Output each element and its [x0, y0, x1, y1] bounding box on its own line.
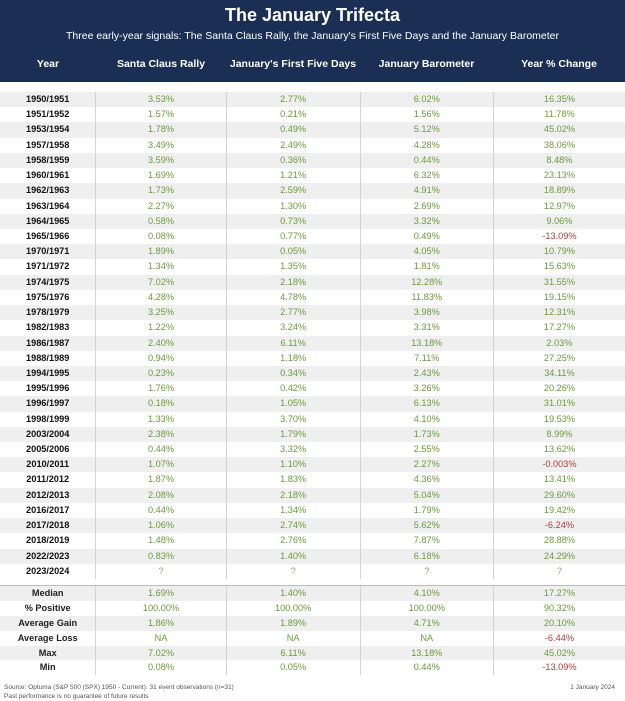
table-cell: 0.49% [360, 229, 493, 244]
table-cell: ? [226, 564, 360, 579]
table-cell: 1.34% [95, 259, 225, 274]
table-cell: 17.27% [493, 320, 625, 335]
table-row [0, 503, 625, 518]
row-label: 2010/2011 [26, 459, 70, 470]
table-cell: 31.01% [493, 396, 625, 411]
table-cell: 24.29% [493, 549, 625, 564]
table-cell: 2.08% [95, 488, 225, 503]
table-cell: 10.79% [493, 244, 625, 259]
table-cell: 45.02% [493, 122, 625, 137]
table-cell: 1.10% [226, 457, 360, 472]
summary-row [0, 601, 625, 616]
column-header-santa-claus: Santa Claus Rally [116, 58, 206, 70]
table-cell: 0.44% [95, 503, 225, 518]
table-cell: 4.05% [360, 244, 493, 259]
table-cell: 2.69% [360, 199, 493, 214]
table-cell: 1.40% [226, 586, 360, 601]
column-header-year-change: Year % Change [521, 58, 597, 70]
table-cell: 100.00% [226, 601, 360, 616]
table-cell: 0.44% [95, 442, 225, 457]
table-cell: 0.08% [95, 660, 225, 675]
table-row [0, 92, 625, 107]
table-cell: 4.10% [360, 586, 493, 601]
table-cell: 1.86% [95, 616, 225, 631]
table-cell: 11.83% [360, 290, 493, 305]
table-cell: 6.32% [360, 168, 493, 183]
row-label: 2022/2023 [25, 550, 70, 561]
table-cell: 4.78% [226, 290, 360, 305]
row-label: 2023/2024 [25, 565, 70, 576]
table-cell: 20.10% [493, 616, 625, 631]
row-label: 2003/2004 [25, 428, 70, 439]
row-label: Average Loss [17, 632, 78, 643]
page-subtitle: Three early-year signals: The Santa Claus Rally, the January's First Five Days and the January Barometer [66, 30, 559, 42]
row-label: 1962/1963 [25, 185, 70, 196]
table-cell: 11.78% [493, 107, 625, 122]
table-cell: ? [360, 564, 493, 579]
table-cell: 0.83% [95, 549, 225, 564]
table-cell: 2.18% [226, 275, 360, 290]
table-cell: 19.53% [493, 412, 625, 427]
table-row [0, 442, 625, 457]
table-cell: 2.18% [226, 488, 360, 503]
row-label: 1970/1971 [25, 246, 70, 257]
row-label: 2012/2013 [25, 489, 70, 500]
table-cell: 2.40% [95, 336, 225, 351]
table-cell: 100.00% [360, 601, 493, 616]
table-cell: 18.89% [493, 183, 625, 198]
table-cell: 0.05% [226, 244, 360, 259]
table-row [0, 518, 625, 533]
table-cell: 3.32% [226, 442, 360, 457]
table-cell: -13.09% [493, 660, 625, 675]
table-cell: -13.09% [493, 229, 625, 244]
table-row [0, 533, 625, 548]
table-cell: -6.24% [493, 518, 625, 533]
table-cell: 7.02% [95, 646, 225, 661]
row-label: 1996/1997 [25, 398, 70, 409]
table-cell: 1.57% [95, 107, 225, 122]
table-cell: 0.21% [226, 107, 360, 122]
table-cell: 28.88% [493, 533, 625, 548]
row-label: 1974/1975 [25, 276, 70, 287]
row-label: % Positive [24, 602, 71, 613]
table-cell: 3.25% [95, 305, 225, 320]
row-label: 1994/1995 [25, 367, 70, 378]
table-cell: 1.89% [226, 616, 360, 631]
row-label: 1953/1954 [25, 124, 70, 135]
table-cell: 0.23% [95, 366, 225, 381]
table-row [0, 229, 625, 244]
table-cell: 3.31% [360, 320, 493, 335]
table-cell: 100.00% [95, 601, 225, 616]
table-row [0, 396, 625, 411]
row-label: 1975/1976 [25, 291, 70, 302]
source-note: Source: Optuma (S&P 500 (SPX) 1950 - Current). 31 event observations (n=31) [4, 684, 234, 692]
summary-row [0, 631, 625, 646]
table-row [0, 275, 625, 290]
table-cell: 45.02% [493, 646, 625, 661]
row-label: 2017/2018 [25, 520, 70, 531]
table-cell: 6.02% [360, 92, 493, 107]
table-cell: 15.63% [493, 259, 625, 274]
table-cell: 0.77% [226, 229, 360, 244]
table-cell: 1.22% [95, 320, 225, 335]
table-cell: NA [226, 631, 360, 646]
table-cell: 1.33% [95, 412, 225, 427]
table-cell: 34.11% [493, 366, 625, 381]
row-label: 1960/1961 [25, 170, 70, 181]
row-label: 2018/2019 [25, 535, 70, 546]
table-cell: 2.77% [226, 92, 360, 107]
table-cell: 3.53% [95, 92, 225, 107]
table-cell: 1.78% [95, 122, 225, 137]
table-row [0, 107, 625, 122]
table-cell: 2.77% [226, 305, 360, 320]
table-cell: 6.11% [226, 646, 360, 661]
table-cell: 19.42% [493, 503, 625, 518]
table-cell: 17.27% [493, 586, 625, 601]
footer [0, 675, 625, 701]
row-label: Median [31, 588, 64, 598]
table-cell: 2.43% [360, 366, 493, 381]
table-cell: 13.62% [493, 442, 625, 457]
row-label: 1965/1966 [25, 230, 70, 241]
table-cell: 3.59% [95, 153, 225, 168]
table-cell: 1.40% [226, 549, 360, 564]
summary-table [0, 585, 625, 675]
table-row [0, 199, 625, 214]
row-label: 1986/1987 [25, 337, 70, 348]
table-cell: 3.24% [226, 320, 360, 335]
table-cell: 1.34% [226, 503, 360, 518]
table-cell: 0.08% [95, 229, 225, 244]
row-label: 1998/1999 [25, 413, 70, 424]
table-cell: 4.71% [360, 616, 493, 631]
row-label: Min [39, 662, 56, 673]
table-cell: 1.81% [360, 259, 493, 274]
table-cell: NA [360, 631, 493, 646]
table-cell: 3.49% [95, 138, 225, 153]
table-cell: 0.44% [360, 153, 493, 168]
summary-row [0, 616, 625, 631]
summary-row [0, 660, 625, 675]
column-header-january-barometer: January Barometer [378, 58, 475, 70]
table-cell: -0.003% [493, 457, 625, 472]
table-row [0, 168, 625, 183]
table-row [0, 472, 625, 487]
row-label: 1995/1996 [25, 383, 70, 394]
summary-row [0, 586, 625, 601]
table-cell: 7.87% [360, 533, 493, 548]
table-row [0, 153, 625, 168]
table-cell: 1.69% [95, 168, 225, 183]
table-cell: 13.18% [360, 336, 493, 351]
table-cell: 27.25% [493, 351, 625, 366]
table-cell: 1.48% [95, 533, 225, 548]
table-cell: 1.79% [360, 503, 493, 518]
row-label: 2011/2012 [26, 474, 70, 485]
row-label: 1982/1983 [25, 322, 70, 333]
footer-date: 1 January 2024 [570, 684, 615, 692]
table-cell: 1.89% [95, 244, 225, 259]
table-cell: 9.06% [493, 214, 625, 229]
table-row [0, 488, 625, 503]
table-cell: 8.48% [493, 153, 625, 168]
table-cell: 1.21% [226, 168, 360, 183]
table-cell: 13.18% [360, 646, 493, 661]
row-label: 1988/1989 [25, 352, 70, 363]
table-cell: 2.76% [226, 533, 360, 548]
disclaimer: Past performance is no guarantee of future results [4, 693, 149, 701]
table-row [0, 351, 625, 366]
table-cell: 1.56% [360, 107, 493, 122]
page-title: The January Trifecta [224, 5, 401, 25]
table-cell: 3.98% [360, 305, 493, 320]
table-cell: 2.27% [95, 199, 225, 214]
table-row [0, 244, 625, 259]
table-cell: 2.03% [493, 336, 625, 351]
table-cell: 1.30% [226, 199, 360, 214]
table-row [0, 259, 625, 274]
table-cell: 0.34% [226, 366, 360, 381]
table-cell: 1.05% [226, 396, 360, 411]
table-cell: 2.74% [226, 518, 360, 533]
table-cell: 90.32% [493, 601, 625, 616]
table-cell: 23.13% [493, 168, 625, 183]
table-cell: 31.55% [493, 275, 625, 290]
row-label: Average Gain [18, 617, 78, 628]
table-cell: 2.49% [226, 138, 360, 153]
table-cell: 1.73% [360, 427, 493, 442]
table-cell: 6.18% [360, 549, 493, 564]
table-cell: -6.44% [493, 631, 625, 646]
table-cell: 0.05% [226, 660, 360, 675]
table-cell: 12.28% [360, 275, 493, 290]
table-cell: 4.28% [95, 290, 225, 305]
table-cell: 0.73% [226, 214, 360, 229]
table-cell: 4.91% [360, 183, 493, 198]
table-cell: 5.12% [360, 122, 493, 137]
table-cell: 0.49% [226, 122, 360, 137]
table-row [0, 457, 625, 472]
column-header-row [0, 46, 625, 82]
table-cell: ? [95, 564, 225, 579]
column-header-first-five-days: January's First Five Days [229, 58, 357, 70]
table-cell: 0.42% [226, 381, 360, 396]
table-cell: 3.32% [360, 214, 493, 229]
table-cell: 3.26% [360, 381, 493, 396]
table-cell: 0.58% [95, 214, 225, 229]
table-row [0, 564, 625, 579]
table-cell: 12.31% [493, 305, 625, 320]
table-cell: 19.15% [493, 290, 625, 305]
table-cell: 4.28% [360, 138, 493, 153]
table-cell: ? [493, 564, 625, 579]
table-row [0, 549, 625, 564]
row-label: 1964/1965 [25, 215, 70, 226]
table-cell: 7.11% [360, 351, 493, 366]
column-header-year: Year [36, 58, 60, 70]
table-cell: 1.18% [226, 351, 360, 366]
row-label: 1951/1952 [25, 109, 70, 120]
table-cell: 2.59% [226, 183, 360, 198]
table-cell: 2.55% [360, 442, 493, 457]
table-cell: 1.79% [226, 427, 360, 442]
table-cell: 1.87% [95, 472, 225, 487]
table-cell: 6.13% [360, 396, 493, 411]
table-cell: 38.06% [493, 138, 625, 153]
row-label: 1971/1972 [25, 261, 70, 272]
table-cell: 5.04% [360, 488, 493, 503]
row-label: 1963/1964 [25, 200, 70, 211]
table-row [0, 366, 625, 381]
table-row [0, 336, 625, 351]
row-label: 2005/2006 [25, 444, 70, 455]
table-cell: 13.41% [493, 472, 625, 487]
header [0, 0, 625, 46]
data-table [0, 92, 625, 579]
row-label: 1950/1951 [25, 94, 70, 104]
table-cell: 0.36% [226, 153, 360, 168]
table-row [0, 214, 625, 229]
table-row [0, 320, 625, 335]
table-cell: 5.62% [360, 518, 493, 533]
table-cell: NA [95, 631, 225, 646]
table-cell: 6.11% [226, 336, 360, 351]
table-cell: 16.35% [493, 92, 625, 107]
row-label: 1978/1979 [25, 307, 70, 318]
table-cell: 20.26% [493, 381, 625, 396]
table-row [0, 381, 625, 396]
table-cell: 1.76% [95, 381, 225, 396]
table-cell: 1.35% [226, 259, 360, 274]
table-cell: 2.38% [95, 427, 225, 442]
row-label: Max [38, 647, 57, 658]
table-cell: 4.36% [360, 472, 493, 487]
row-label: 2016/2017 [25, 504, 70, 515]
table-cell: 8.99% [493, 427, 625, 442]
table-cell: 29.60% [493, 488, 625, 503]
table-cell: 1.06% [95, 518, 225, 533]
table-cell: 0.18% [95, 396, 225, 411]
table-cell: 4.10% [360, 412, 493, 427]
row-label: 1957/1958 [25, 139, 70, 150]
table-row [0, 183, 625, 198]
table-cell: 12.97% [493, 199, 625, 214]
table-row [0, 427, 625, 442]
table-cell: 1.73% [95, 183, 225, 198]
table-row [0, 305, 625, 320]
table-cell: 7.02% [95, 275, 225, 290]
table-cell: 0.44% [360, 660, 493, 675]
table-row [0, 122, 625, 137]
table-row [0, 290, 625, 305]
table-cell: 2.27% [360, 457, 493, 472]
table-cell: 1.83% [226, 472, 360, 487]
table-cell: 0.94% [95, 351, 225, 366]
table-row [0, 412, 625, 427]
table-cell: 1.07% [95, 457, 225, 472]
table-cell: 1.69% [95, 586, 225, 601]
row-label: 1958/1959 [25, 154, 70, 165]
table-row [0, 138, 625, 153]
table-cell: 3.70% [226, 412, 360, 427]
summary-row [0, 646, 625, 661]
